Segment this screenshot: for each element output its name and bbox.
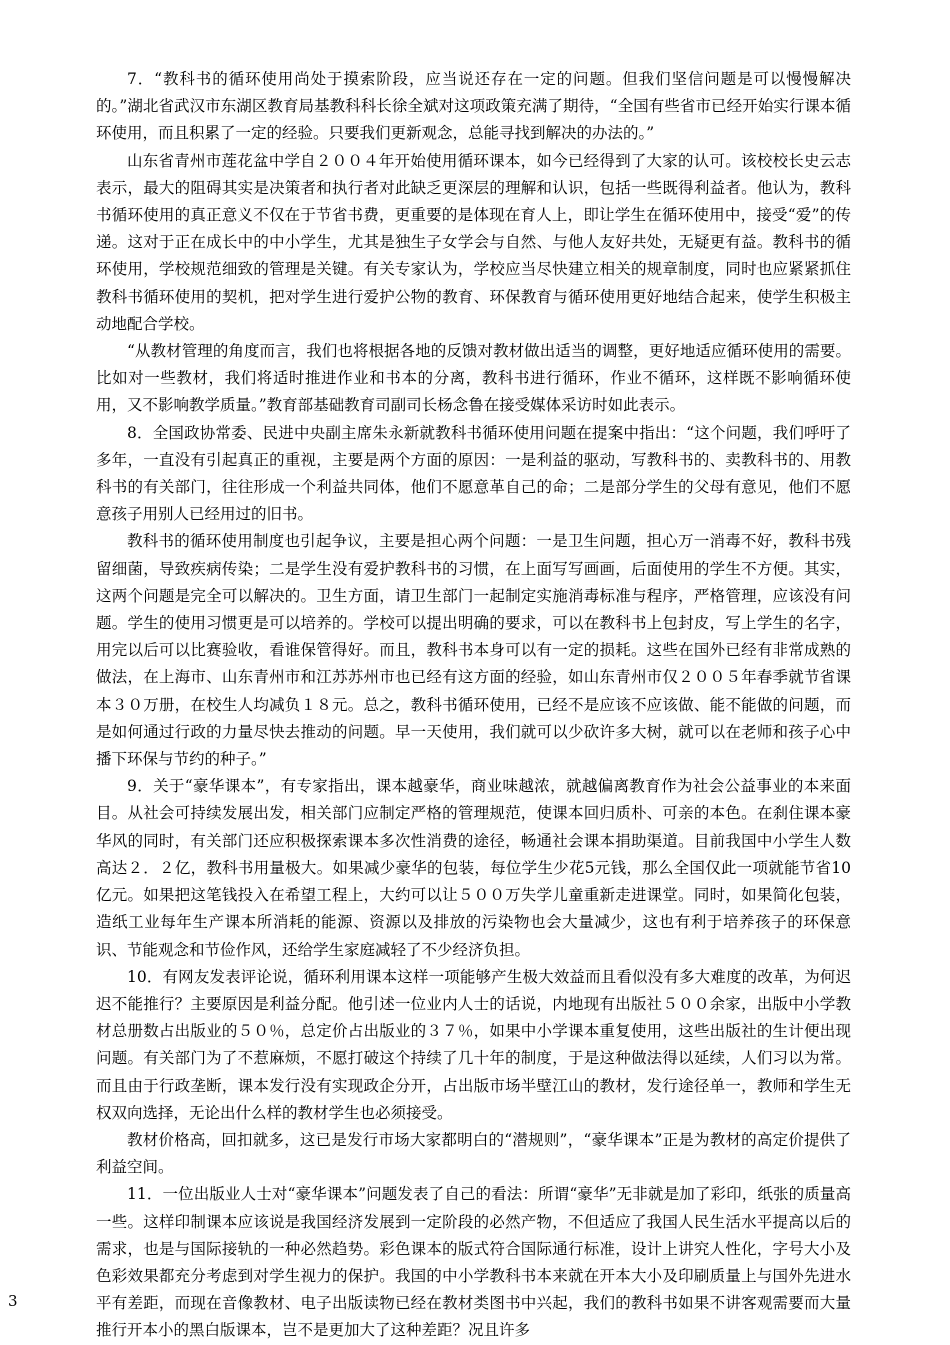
document-body [96, 66, 851, 1345]
paragraph-8: 8．全国政协常委、民进中央副主席朱永新就教科书循环使用问题在提案中指出：“这个问题，我们呼吁了多年，一直没有引起真正的重视，主要是两个方面的原因：一是利益的驱动，写教科书的、卖教科书的、用教科书的有关部门，往往形成一个利益共同体，他们不愿意革自己的命；二是部分学生的父母有意见，他们不愿意孩子用别人已经用过的旧书。 [96, 423, 851, 524]
paragraph-qingzhou-school: 山东省青州市莲花盆中学自２００４年开始使用循环课本，如今已经得到了大家的认可。该校校长史云志表示，最大的阻碍其实是决策者和执行者对此缺乏更深层的理解和认识，包括一些既得利益者。他认为，教科书循环使用的真正意义不仅在于节省书费，更重要的是体现在育人上，即让学生在循环使用中，接受“爱”的传递。这对于正在成长中的中小学生，尤其是独生子女学会与自然、与他人友好共处，无疑更有益。教科书的循环使用，学校规范细致的管理是关键。有关专家认为，学校应当尽快建立相关的规章制度，同时也应紧紧抓住教科书循环使用的契机，把对学生进行爱护公物的教育、环保教育与循环使用更好地结合起来，使学生积极主动地配合学校。 [96, 151, 851, 333]
page-number: 3 [8, 1292, 18, 1310]
paragraph-controversy: 教科书的循环使用制度也引起争议，主要是担心两个问题：一是卫生问题，担心万一消毒不好，教科书残留细菌，导致疾病传染；二是学生没有爱护教科书的习惯，在上面写写画画，后面使用的学生不方便。其实，这两个问题是完全可以解决的。卫生方面，请卫生部门一起制定实施消毒标准与程序，严格管理，应该没有问题。学生的使用习惯更是可以培养的。学校可以提出明确的要求，可以在教科书上包封皮，写上学生的名字，用完以后可以比赛验收，看谁保管得好。而且，教科书本身可以有一定的损耗。这些在国外已经有非常成熟的做法，在上海市、山东青州市和江苏苏州市也已经有这方面的经验，如山东青州市仅２００５年春季就节省课本３０万册，在校生人均减负１８元。总之，教科书循环使用，已经不是应该不应该做、能不能做的问题，而是如何通过行政的力量尽快去推动的问题。早一天使用，我们就可以少砍许多大树，就可以在老师和孩子心中播下环保与节约的种子。” [96, 532, 851, 769]
paragraph-11: 11．一位出版业人士对“豪华课本”问题发表了自己的看法：所谓“豪华”无非就是加了彩印，纸张的质量高一些。这样印制课本应该说是我国经济发展到一定阶段的必然产物，不但适应了我国人民生活水平提高以后的需求，也是与国际接轨的一种必然趋势。彩色课本的版式符合国际通行标准，设计上讲究人性化，字号大小及色彩效果都充分考虑到对学生视力的保护。我国的中小学教科书本来就在开本大小及印刷质量上与国外先进水平有差距，而现在音像教材、电子出版读物已经在教材类图书中兴起，我们的教科书如果不讲客观需要而大量推行开本小的黑白版课本，岂不是更加大了这种差距？况且许多 [96, 1185, 851, 1340]
paragraph-ministry-quote: “从教材管理的角度而言，我们也将根据各地的反馈对教材做出适当的调整，更好地适应循环使用的需要。比如对一些教材，我们将适时推进作业和书本的分离，教科书进行循环，作业不循环，这样既不影响循环使用，又不影响教学质量。”教育部基础教育司副司长杨念鲁在接受媒体采访时如此表示。 [96, 342, 851, 415]
paragraph-7: 7．“教科书的循环使用尚处于摸索阶段，应当说还存在一定的问题。但我们坚信问题是可以慢慢解决的。”湖北省武汉市东湖区教育局基教科科长徐全斌对这项政策充满了期待，“全国有些省市已经开始实行课本循环使用，而且积累了一定的经验。只要我们更新观念，总能寻找到解决的办法的。” [96, 70, 851, 143]
paragraph-10: 10．有网友发表评论说，循环利用课本这样一项能够产生极大效益而且看似没有多大难度的改革，为何迟迟不能推行？主要原因是利益分配。他引述一位业内人士的话说，内地现有出版社５００余家，出版中小学教材总册数占出版业的５０％，总定价占出版业的３７％，如果中小学课本重复使用，这些出版社的生计便出现问题。有关部门为了不惹麻烦，不愿打破这个持续了几十年的制度，于是这种做法得以延续，人们习以为常。而且由于行政垄断，课本发行没有实现政企分开，占出版市场半壁江山的教材，发行途径单一，教师和学生无权双向选择，无论出什么样的教材学生也必须接受。 [96, 967, 851, 1122]
paragraph-9: 9．关于“豪华课本”，有专家指出，课本越豪华，商业味越浓，就越偏离教育作为社会公益事业的本来面目。从社会可持续发展出发，相关部门应制定严格的管理规范，使课本回归质朴、可亲的本色。在刹住课本豪华风的同时，有关部门还应积极探索课本多次性消费的途径，畅通社会课本捐助渠道。目前我国中小学生人数高达２．２亿，教科书用量极大。如果减少豪华的包装，每位学生少花5元钱，那么全国仅此一项就能节省10亿元。如果把这笔钱投入在希望工程上，大约可以让５００万失学儿童重新走进课堂。同时，如果简化包装，造纸工业每年生产课本所消耗的能源、资源以及排放的污染物也会大量减少，这也有利于培养孩子的环保意识、节能观念和节俭作风，还给学生家庭减轻了不少经济负担。 [96, 777, 851, 959]
paragraph-pricing: 教材价格高，回扣就多，这已是发行市场大家都明白的“潜规则”，“豪华课本”正是为教材的高定价提供了利益空间。 [96, 1130, 851, 1177]
